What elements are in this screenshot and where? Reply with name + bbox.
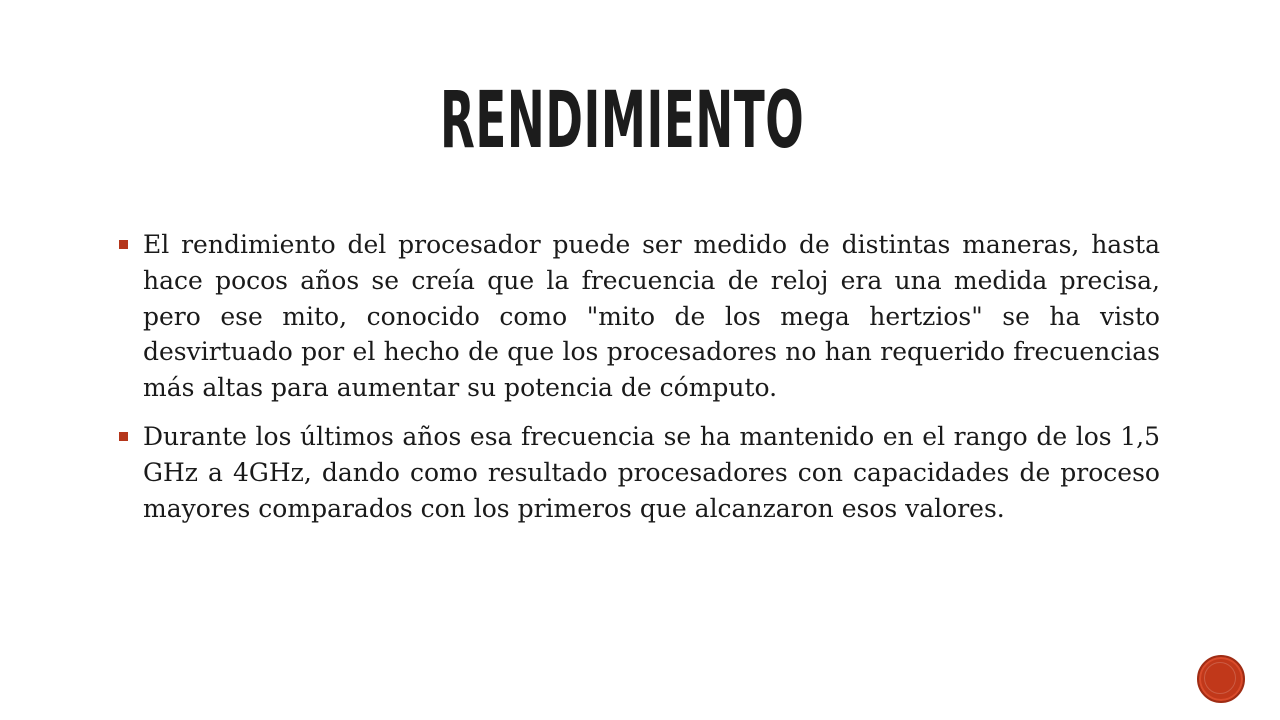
bullet-item <box>119 227 1160 406</box>
bullet-list <box>119 227 1160 539</box>
page-circle-icon <box>1197 655 1245 703</box>
bullet-text: El rendimiento del procesador puede ser medido de distintas maneras, hasta hace pocos años se creía que la frecuencia de reloj era una medida precisa, pero ese mito, conocido como "mito de los mega hertzios" se ha visto desvirtuado por el hecho de que los procesadores no han requerido frecuencias más altas para aumentar su potencia de cómputo. <box>143 230 1160 403</box>
bullet-text: Durante los últimos años esa frecuencia se ha mantenido en el rango de los 1,5 GHz a 4GHz, dando como resultado procesadores con capacidades de proceso mayores comparados con los primeros que alcanzaron esos valores. <box>143 421 1160 523</box>
bullet-item <box>119 419 1160 526</box>
square-bullet-icon <box>119 432 128 441</box>
slide-title: RENDIMIENTO <box>440 76 805 166</box>
square-bullet-icon <box>119 240 128 249</box>
